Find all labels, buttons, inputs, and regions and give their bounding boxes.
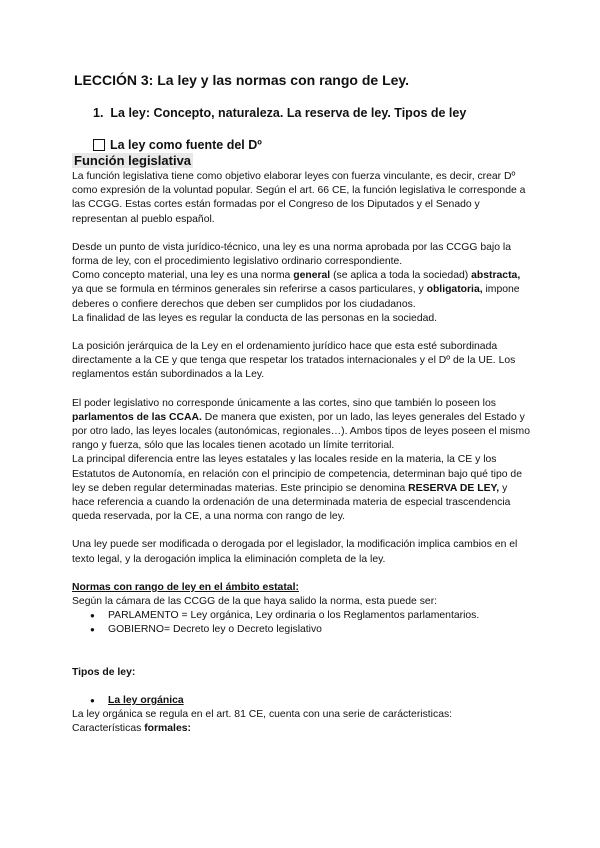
paragraph-1: La función legislativa tiene como objetivo elaborar leyes con fuerza vinculante, es decir, crear Dº como expresión de la voluntad popular. Según el art. 66 CE, la función legislativa le corresponde a las CCGG. Estas cortes están formadas por el Congreso de los Diputados y el Senado y representan al pueblo español. xyxy=(72,171,526,225)
heading-number: 1. xyxy=(93,106,104,120)
heading-text: La ley: Concepto, naturaleza. La reserva de ley. Tipos de ley xyxy=(110,106,467,120)
text-span: impone deberes o confiere derechos que deben ser cumplidos por los ciudadanos. xyxy=(72,284,520,310)
section-heading: Función legislativa xyxy=(74,153,192,168)
tipos-list xyxy=(72,694,532,708)
paragraph-5: Una ley puede ser modificada o derogada por el legislador, la modificación implica cambios en el texto legal, y la derogación implica la eliminación completa de la ley. xyxy=(72,539,518,565)
bold-reserva-de-ley: RESERVA DE LEY, xyxy=(408,482,500,494)
text-span: ya que se formula en términos generales sin referirse a casos particulares, y xyxy=(72,284,427,296)
list-item: ● GOBIERNO= Decreto ley o Decreto legislativo xyxy=(72,623,532,637)
normas-list xyxy=(72,609,532,637)
bold-obligatoria: obligatoria, xyxy=(426,284,483,296)
paragraph-2-line-1: Desde un punto de vista jurídico-técnico, una ley es una norma aprobada por las CCGG bajo la forma de ley, con el procedimiento legislativo ordinario correspondiente. xyxy=(72,241,511,268)
tipos-line-1: La ley orgánica se regula en el art. 81 CE, cuenta con una serie de carácteristicas: xyxy=(72,709,453,721)
checkbox-heading xyxy=(93,138,262,152)
bold-abstracta: abstracta, xyxy=(471,270,521,282)
text-span: y hace referencia a cuando la ordenación de una determinada materia de especial trascendencia queda reservada, por la CE, a una norma con rango de ley. xyxy=(72,482,511,523)
normas-heading: Normas con rango de ley en el ámbito estatal: xyxy=(72,581,299,593)
bold-parlamentos: parlamentos de las CCAA. xyxy=(72,411,202,423)
normas-intro: Según la cámara de las CCGG de la que haya salido la norma, esta puede ser: xyxy=(72,596,438,608)
list-item: ● PARLAMENTO = Ley orgánica, Ley ordinaria o los Reglamentos parlamentarios. xyxy=(72,609,532,623)
paragraph-3: La posición jerárquica de la Ley en el ordenamiento jurídico hace que esta esté subordinada directamente a la CE y que tenga que respetar los tratados internacionales y el Dº de la UE. Los reglamentos están subordinados a la Ley. xyxy=(72,341,516,381)
text-span: La principal diferencia entre las leyes estatales y las locales reside en la materia, la CE y los Estatutos de Autonomía, en relación con el principio de competencia, determinan bajo qué tipo de ley se deben regular determinadas materias. Este principio se denomina xyxy=(72,454,522,494)
text-span: El poder legislativo no corresponde únicamente a las cortes, sino que también lo poseen los xyxy=(72,397,496,409)
checkbox-icon[interactable] xyxy=(93,139,105,151)
text-span: (se aplica a toda la sociedad) xyxy=(330,270,472,282)
text-span: De manera que existen, por un lado, las leyes generales del Estado y por otro lado, las leyes locales (autonómicas, regionales…). Ambos tipos de leyes poseen el mismo rango y fuerza, sólo que las locales tienen acotado un límite territorial. xyxy=(72,411,530,452)
tipos-line-2 xyxy=(72,722,532,736)
tipos-heading: Tipos de ley: xyxy=(72,666,136,678)
numbered-heading xyxy=(93,106,466,120)
paragraph-4b xyxy=(72,453,532,524)
list-item-ley-organica: ● La ley orgánica xyxy=(72,694,532,708)
body-text xyxy=(72,170,532,737)
checkbox-heading-text: La ley como fuente del Dº xyxy=(110,138,262,152)
bold-general: general xyxy=(293,270,331,282)
text-span: Características xyxy=(72,723,145,735)
paragraph-4 xyxy=(72,397,532,454)
bold-formales: formales: xyxy=(144,723,191,735)
lesson-title: LECCIÓN 3: La ley y las normas con rango de Ley. xyxy=(74,72,410,88)
text-span: Como concepto material, una ley es una norma xyxy=(72,270,294,282)
paragraph-2-line-3: La finalidad de las leyes es regular la conducta de las personas en la sociedad. xyxy=(72,312,438,324)
paragraph-2-line-2 xyxy=(72,269,532,312)
